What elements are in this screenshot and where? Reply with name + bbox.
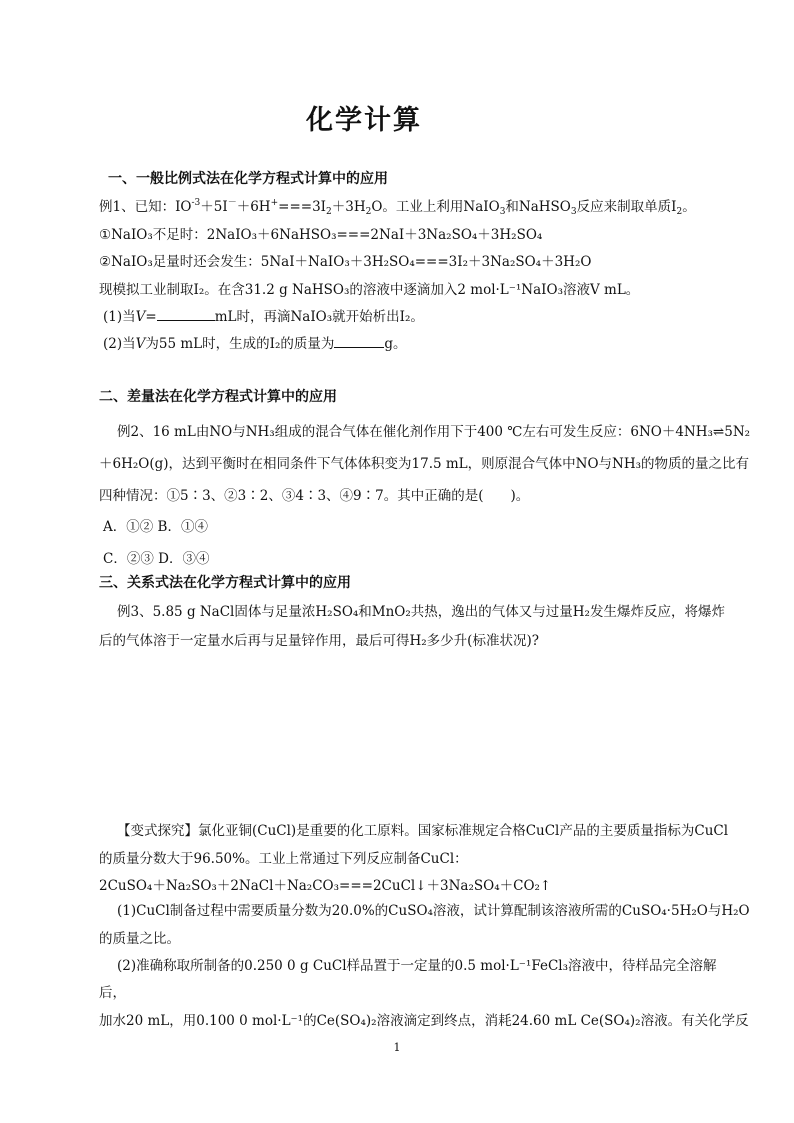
- variant-question-2-line-2: 后，: [99, 985, 126, 1001]
- variant-question-1-line-1: (1)CuCl制备过程中需要质量分数为20.0%的CuSO₄溶液，试计算配制该溶液所需的CuSO₄·5H₂O与H₂O: [117, 903, 750, 919]
- variant-equation: 2CuSO₄＋Na₂SO₃＋2NaCl＋Na₂CO₃===2CuCl↓＋3Na₂SO₄＋CO₂↑: [99, 878, 552, 894]
- variant-question-1-line-2: 的质量之比。: [99, 931, 180, 947]
- variant-question-2-line-3: 加水20 mL，用0.100 0 mol·L⁻¹的Ce(SO₄)₂溶液滴定到终点，消耗24.60 mL Ce(SO₄)₂溶液。有关化学反: [99, 1013, 749, 1029]
- answer-blank[interactable]: [334, 334, 384, 348]
- example-2-options-ab: A．①② B．①④: [103, 519, 208, 535]
- answer-blank[interactable]: [157, 307, 215, 321]
- example-3-line-1: 例3、5.85 g NaCl固体与足量浓H₂SO₄和MnO₂共热，逸出的气体又与过量H₂发生爆炸反应，将爆炸: [117, 604, 725, 620]
- variant-line-2: 的质量分数大于96.50%。工业上常通过下列反应制备CuCl：: [99, 851, 468, 867]
- example-3-line-2: 后的气体溶于一定量水后再与足量锌作用，最后可得H₂多少升(标准状况)?: [99, 633, 539, 649]
- variant-question-2-line-1: (2)准确称取所制备的0.250 0 g CuCl样品置于一定量的0.5 mol·L⁻¹FeCl₃溶液中，待样品完全溶解: [117, 958, 717, 974]
- example-1-line-4: 现模拟工业制取I₂。在含31.2 g NaHSO₃的溶液中逐滴加入2 mol·L⁻¹NaIO₃溶液V mL。: [99, 282, 640, 298]
- example-1-line-2: ①NaIO₃不足时：2NaIO₃＋6NaHSO₃===2NaI＋3Na₂SO₄＋3H₂SO₄: [99, 227, 543, 243]
- page-number: 1: [393, 1041, 401, 1054]
- example-1-question-1: (1)当V= mL时，再滴NaIO₃就开始析出I₂。: [103, 309, 424, 325]
- page-title: 化学计算: [306, 105, 422, 136]
- section-1-heading: 一、一般比例式法在化学方程式计算中的应用: [108, 171, 388, 187]
- variant-line-1: 【变式探究】氯化亚铜(CuCl)是重要的化工原料。国家标准规定合格CuCl产品的主要质量指标为CuCl: [117, 823, 729, 839]
- section-2-heading: 二、差量法在化学方程式计算中的应用: [99, 389, 337, 405]
- example-1-line-3: ②NaIO₃足量时还会发生：5NaI＋NaIO₃＋3H₂SO₄===3I₂＋3Na₂SO₄＋3H₂O: [99, 254, 592, 270]
- example-2-options-cd: C．②③ D．③④: [103, 551, 210, 567]
- example-2-line-1: 例2、16 mL由NO与NH₃组成的混合气体在催化剂作用下于400 ℃左右可发生反应：6NO＋4NH₃⇌5N₂: [117, 424, 751, 440]
- example-2-line-2: ＋6H₂O(g)，达到平衡时在相同条件下气体体积变为17.5 mL，则原混合气体中NO与NH₃的物质的量之比有: [99, 456, 750, 472]
- section-3-heading: 三、关系式法在化学方程式计算中的应用: [99, 575, 351, 591]
- example-2-line-3: 四种情况：①5∶3、②3∶2、③4∶3、④9∶7。其中正确的是( )。: [99, 488, 530, 504]
- example-1-question-2: (2)当V为55 mL时，生成的I₂的质量为 g。: [103, 336, 407, 352]
- example-1-line-1: 例1、已知：$IO^{-3}+5I^-+6H^+===3I_2+3H_2O$。工业上利用NaIO$_3$和NaHSO$_3$反应来制取单质$I_2$。: [99, 198, 696, 217]
